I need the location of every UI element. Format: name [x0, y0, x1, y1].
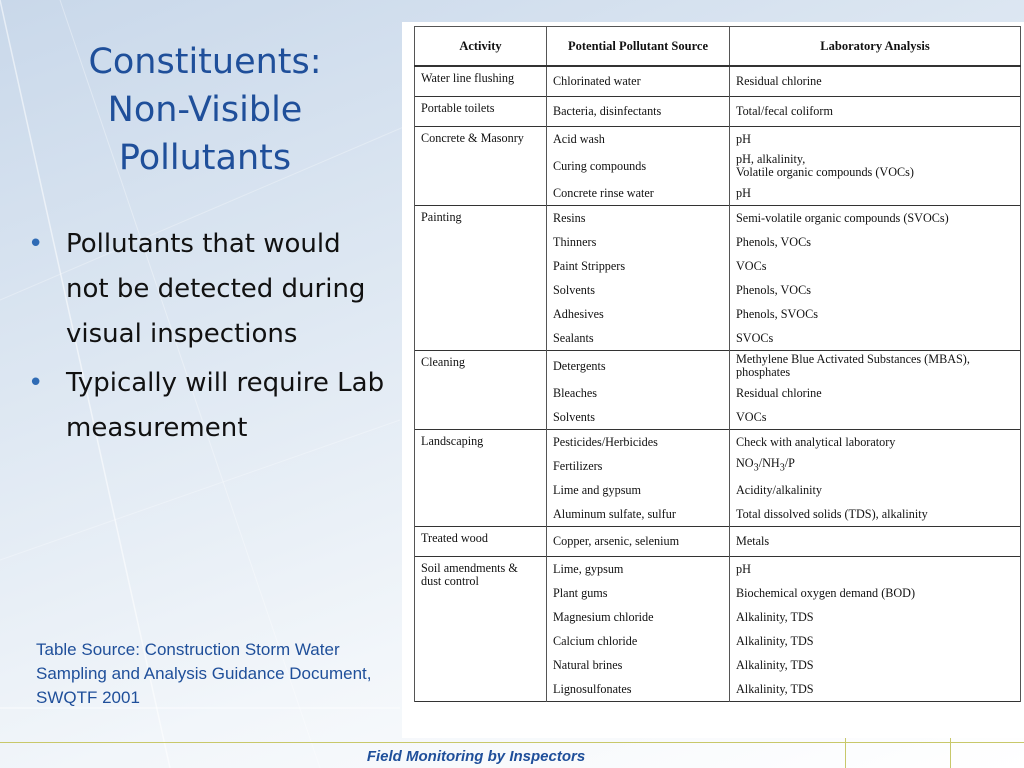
cell-activity: Treated wood: [415, 527, 547, 557]
cell-laboratory-analysis: pH: [730, 181, 1021, 206]
cell-pollutant-source: Solvents: [547, 278, 730, 302]
cell-pollutant-source: Lime and gypsum: [547, 478, 730, 502]
table-row: [415, 97, 1021, 127]
cell-laboratory-analysis: Alkalinity, TDS: [730, 605, 1021, 629]
cell-pollutant-source: Plant gums: [547, 581, 730, 605]
cell-laboratory-analysis: VOCs: [730, 254, 1021, 278]
cell-pollutant-source: Curing compounds: [547, 151, 730, 181]
cell-laboratory-analysis: Total dissolved solids (TDS), alkalinity: [730, 502, 1021, 527]
table-row: [415, 351, 1021, 382]
cell-activity: Water line flushing: [415, 66, 547, 97]
slide-footer: Field Monitoring by Inspectors: [366, 748, 586, 765]
bullet-item: [28, 361, 388, 451]
slide-title-line: Pollutants: [118, 138, 292, 178]
pollutant-table: [414, 26, 1021, 702]
bullet-text: Pollutants that would not be detected during visual inspections: [66, 229, 366, 349]
cell-activity: Landscaping: [415, 430, 547, 527]
cell-pollutant-source: Bleaches: [547, 381, 730, 405]
cell-laboratory-analysis: Metals: [730, 527, 1021, 557]
cell-pollutant-source: Lime, gypsum: [547, 557, 730, 582]
cell-activity: Concrete & Masonry: [415, 127, 547, 206]
table-panel: [402, 22, 1024, 738]
cell-laboratory-analysis: Total/fecal coliform: [730, 97, 1021, 127]
cell-laboratory-analysis: Residual chlorine: [730, 381, 1021, 405]
cell-pollutant-source: Lignosulfonates: [547, 677, 730, 702]
header-laboratory-analysis: Laboratory Analysis: [730, 27, 1021, 67]
cell-pollutant-source: Concrete rinse water: [547, 181, 730, 206]
cell-pollutant-source: Sealants: [547, 326, 730, 351]
cell-laboratory-analysis: Biochemical oxygen demand (BOD): [730, 581, 1021, 605]
cell-pollutant-source: Resins: [547, 206, 730, 231]
cell-laboratory-analysis: Phenols, VOCs: [730, 230, 1021, 254]
cell-pollutant-source: Copper, arsenic, selenium: [547, 527, 730, 557]
cell-pollutant-source: Acid wash: [547, 127, 730, 152]
cell-pollutant-source: Bacteria, disinfectants: [547, 97, 730, 127]
cell-pollutant-source: Fertilizers: [547, 454, 730, 478]
header-pollutant-source: Potential Pollutant Source: [547, 27, 730, 67]
cell-pollutant-source: Natural brines: [547, 653, 730, 677]
cell-laboratory-analysis: Methylene Blue Activated Substances (MBAS), phosphates: [730, 351, 1021, 382]
cell-laboratory-analysis: pH: [730, 127, 1021, 152]
bullet-dot-icon: •: [28, 229, 44, 259]
cell-laboratory-analysis: Check with analytical laboratory: [730, 430, 1021, 455]
table-body: [415, 66, 1021, 702]
cell-laboratory-analysis: Alkalinity, TDS: [730, 629, 1021, 653]
cell-laboratory-analysis: $NO_3/NH_3/P$: [730, 454, 1021, 478]
header-activity: Activity: [415, 27, 547, 67]
bullet-text: Typically will require Lab measurement: [66, 368, 385, 443]
cell-laboratory-analysis: SVOCs: [730, 326, 1021, 351]
table-source-note: Table Source: Construction Storm Water Sampling and Analysis Guidance Document, SWQTF 2001: [36, 640, 372, 707]
cell-laboratory-analysis: pH, alkalinity, Volatile organic compounds (VOCs): [730, 151, 1021, 181]
slide-title: [40, 38, 370, 182]
cell-activity: Painting: [415, 206, 547, 351]
table-row: [415, 127, 1021, 152]
cell-pollutant-source: Detergents: [547, 351, 730, 382]
cell-laboratory-analysis: Phenols, VOCs: [730, 278, 1021, 302]
cell-laboratory-analysis: Semi-volatile organic compounds (SVOCs): [730, 206, 1021, 231]
table-row: [415, 557, 1021, 582]
cell-pollutant-source: Chlorinated water: [547, 66, 730, 97]
cell-laboratory-analysis: Phenols, SVOCs: [730, 302, 1021, 326]
table-header-row: [415, 27, 1021, 67]
cell-pollutant-source: Paint Strippers: [547, 254, 730, 278]
cell-laboratory-analysis: Alkalinity, TDS: [730, 653, 1021, 677]
cell-activity: Soil amendments & dust control: [415, 557, 547, 702]
table-row: [415, 206, 1021, 231]
cell-pollutant-source: Magnesium chloride: [547, 605, 730, 629]
cell-pollutant-source: Adhesives: [547, 302, 730, 326]
cell-pollutant-source: Pesticides/Herbicides: [547, 430, 730, 455]
bullet-dot-icon: •: [28, 368, 44, 398]
cell-activity: Cleaning: [415, 351, 547, 430]
cell-pollutant-source: Solvents: [547, 405, 730, 430]
slide-title-line: Constituents:: [88, 42, 322, 82]
cell-laboratory-analysis: Alkalinity, TDS: [730, 677, 1021, 702]
cell-pollutant-source: Thinners: [547, 230, 730, 254]
cell-pollutant-source: Calcium chloride: [547, 629, 730, 653]
cell-laboratory-analysis: VOCs: [730, 405, 1021, 430]
cell-laboratory-analysis: Acidity/alkalinity: [730, 478, 1021, 502]
table-row: [415, 527, 1021, 557]
footer-divider: [0, 742, 1024, 743]
table-row: [415, 66, 1021, 97]
cell-laboratory-analysis: Residual chlorine: [730, 66, 1021, 97]
cell-activity: Portable toilets: [415, 97, 547, 127]
table-row: [415, 430, 1021, 455]
bullet-list: [28, 222, 388, 455]
cell-pollutant-source: Aluminum sulfate, sulfur: [547, 502, 730, 527]
slide-title-line: Non-Visible: [107, 90, 303, 130]
bullet-item: [28, 222, 388, 357]
cell-laboratory-analysis: pH: [730, 557, 1021, 582]
